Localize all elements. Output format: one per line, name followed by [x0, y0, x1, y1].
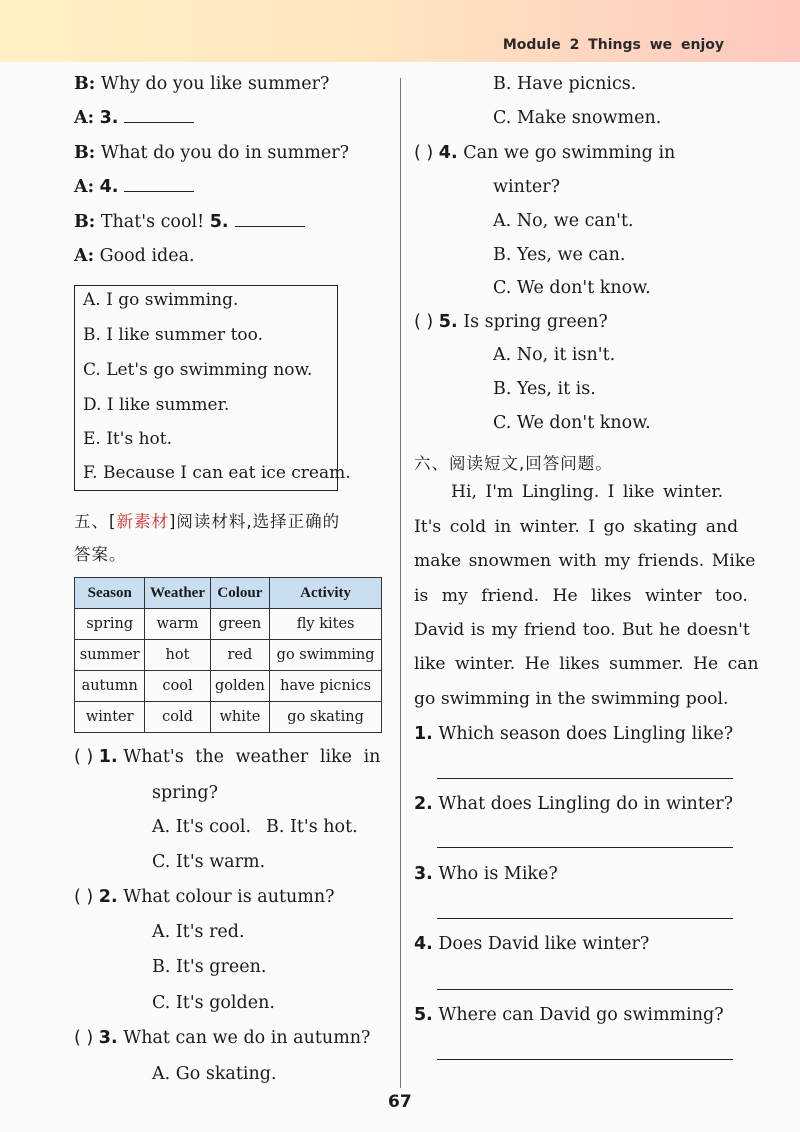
option-item: B. I like summer too.: [83, 325, 263, 345]
choice-c[interactable]: C. It's golden.: [152, 993, 275, 1013]
question-text: What's the weather like in: [123, 747, 381, 767]
table-cell: have picnics: [270, 671, 382, 702]
choice-a[interactable]: A. It's cool.: [152, 817, 252, 837]
table-cell: go skating: [270, 702, 382, 733]
option-item: A. I go swimming.: [83, 290, 239, 310]
dialogue-text: That's cool!: [100, 212, 205, 232]
table-cell: cold: [145, 702, 210, 733]
choice-b[interactable]: B. Have picnics.: [493, 74, 637, 94]
dialogue-line: [74, 212, 305, 232]
choice-c[interactable]: C. Make snowmen.: [493, 108, 662, 128]
speaker: B:: [74, 143, 96, 163]
passage-line: It's cold in winter. I go skating and: [414, 517, 739, 537]
choice-c[interactable]: C. We don't know.: [493, 278, 651, 298]
table-row: [75, 702, 382, 733]
question-text: Can we go swimming in: [463, 143, 676, 163]
dialogue-text: Good idea.: [99, 246, 195, 266]
table-cell: hot: [145, 640, 210, 671]
answer-paren[interactable]: ( ): [74, 887, 94, 907]
speaker: A:: [74, 246, 95, 266]
question-text: Is spring green?: [463, 312, 608, 332]
choice-b[interactable]: B. It's green.: [152, 957, 267, 977]
table-cell: golden: [210, 671, 270, 702]
answer-paren[interactable]: ( ): [74, 747, 94, 767]
choice-c[interactable]: C. It's warm.: [152, 852, 266, 872]
section-6-heading: 六、阅读短文,回答问题。: [414, 454, 613, 473]
answer-line[interactable]: [437, 989, 733, 990]
choice-b[interactable]: B. It's hot.: [266, 817, 358, 837]
answer-line[interactable]: [437, 778, 733, 779]
choice-b[interactable]: B. Yes, we can.: [493, 245, 626, 265]
choice-a[interactable]: A. No, it isn't.: [493, 345, 616, 365]
answer-paren[interactable]: ( ): [414, 143, 434, 163]
open-question: 1. Which season does Lingling like?: [414, 724, 734, 744]
column-header: Season: [75, 578, 145, 609]
choice-c[interactable]: C. We don't know.: [493, 413, 651, 433]
open-question: 4. Does David like winter?: [414, 934, 650, 954]
option-item: D. I like summer.: [83, 395, 230, 415]
answer-blank[interactable]: [124, 108, 194, 123]
open-question: 5. Where can David go swimming?: [414, 1005, 724, 1025]
mc-question-3: ( ) 3. What can we do in autumn?: [74, 1028, 371, 1048]
passage-line: David is my friend too. But he doesn't: [414, 620, 750, 640]
mc-question-1: ( ) 1. What's the weather like in: [74, 747, 381, 767]
mc-question-5: ( ) 5. Is spring green?: [414, 312, 608, 332]
option-item: F. Because I can eat ice cream.: [83, 463, 351, 483]
option-item: C. Let's go swimming now.: [83, 360, 313, 380]
column-header: Colour: [210, 578, 270, 609]
table-cell: white: [210, 702, 270, 733]
table-cell: red: [210, 640, 270, 671]
table-cell: go swimming: [270, 640, 382, 671]
question-text: What colour is autumn?: [123, 887, 335, 907]
answer-blank[interactable]: [124, 177, 194, 192]
table-cell: autumn: [75, 671, 145, 702]
open-question: 2. What does Lingling do in winter?: [414, 794, 733, 814]
choice-a[interactable]: A. No, we can't.: [493, 211, 634, 231]
passage-line: Hi, I'm Lingling. I like winter.: [451, 482, 724, 502]
answer-line[interactable]: [437, 918, 733, 919]
dialogue-line: [74, 143, 349, 163]
dialogue-line: [74, 108, 194, 128]
table-header-row: [75, 578, 382, 609]
mc-question-4: ( ) 4. Can we go swimming in: [414, 143, 676, 163]
question-text: What can we do in autumn?: [123, 1028, 371, 1048]
open-question: 3. Who is Mike?: [414, 864, 558, 884]
speaker: B:: [74, 212, 96, 232]
dialogue-text: What do you do in summer?: [100, 143, 349, 163]
column-header: Activity: [270, 578, 382, 609]
passage-line: like winter. He likes summer. He can: [414, 654, 759, 674]
mc-question-2: ( ) 2. What colour is autumn?: [74, 887, 335, 907]
blank-number: 5.: [209, 212, 229, 232]
passage-line: go swimming in the swimming pool.: [414, 689, 729, 709]
dialogue-line: [74, 74, 329, 94]
table-row: [75, 609, 382, 640]
table-cell: fly kites: [270, 609, 382, 640]
section-5-heading: 五、[新素材]阅读材料,选择正确的: [74, 512, 341, 531]
dialogue-text: Why do you like summer?: [100, 74, 330, 94]
options-box: [74, 285, 351, 491]
table-cell: winter: [75, 702, 145, 733]
question-text-cont: winter?: [493, 177, 560, 197]
answer-line[interactable]: [437, 1059, 733, 1060]
page-number: 67: [388, 1092, 412, 1112]
answer-paren[interactable]: ( ): [74, 1028, 94, 1048]
section-5-heading-line2: 答案。: [74, 545, 127, 564]
table-row: [75, 671, 382, 702]
table-cell: summer: [75, 640, 145, 671]
option-item: E. It's hot.: [83, 429, 172, 449]
speaker: A:: [74, 177, 95, 197]
speaker: B:: [74, 74, 96, 94]
choice-b[interactable]: B. Yes, it is.: [493, 379, 596, 399]
table-row: [75, 640, 382, 671]
answer-blank[interactable]: [235, 212, 305, 227]
table-cell: cool: [145, 671, 210, 702]
answer-line[interactable]: [437, 847, 733, 848]
column-divider: [400, 78, 401, 1088]
passage-line: is my friend. He likes winter too.: [414, 586, 748, 606]
dialogue-line: [74, 177, 194, 197]
blank-number: 3.: [99, 108, 119, 128]
speaker: A:: [74, 108, 95, 128]
passage-line: make snowmen with my friends. Mike: [414, 551, 756, 571]
choice-a[interactable]: A. Go skating.: [152, 1064, 277, 1084]
table-cell: warm: [145, 609, 210, 640]
column-header: Weather: [145, 578, 210, 609]
table-cell: green: [210, 609, 270, 640]
question-text-cont: spring?: [152, 783, 219, 803]
new-material-tag: 新素材: [116, 512, 169, 531]
blank-number: 4.: [99, 177, 119, 197]
module-title: Module 2 Things we enjoy: [502, 37, 724, 53]
dialogue-line: [74, 246, 195, 266]
answer-paren[interactable]: ( ): [414, 312, 434, 332]
choice-a[interactable]: A. It's red.: [152, 922, 245, 942]
season-table: [74, 577, 382, 733]
table-cell: spring: [75, 609, 145, 640]
